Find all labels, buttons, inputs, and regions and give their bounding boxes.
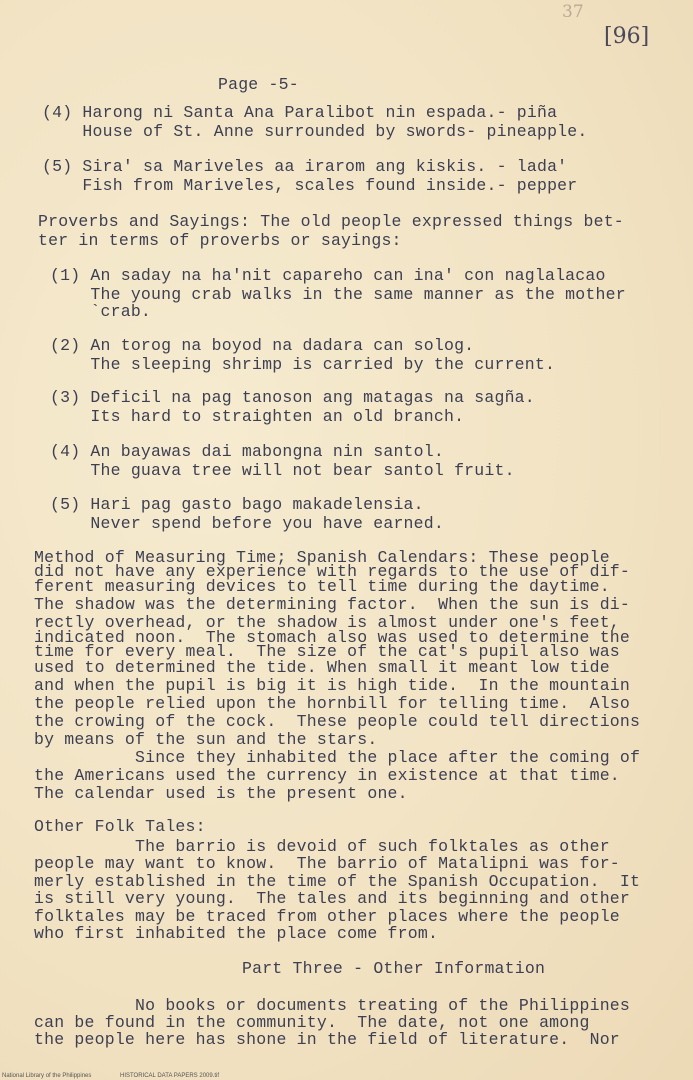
folk-tales-line: is still very young. The tales and its beginning and other: [34, 889, 630, 908]
proverb-4-native: (4) An bayawas dai mabongna nin santol.: [50, 442, 444, 461]
measuring-time-line: indicated noon. The stomach also was used to determine the: [34, 628, 630, 647]
other-info-line: can be found in the community. The date, not one among: [34, 1013, 590, 1032]
riddle-4-english: House of St. Anne surrounded by swords- pineapple.: [42, 122, 588, 141]
measuring-time-line: Since they inhabited the place after the coming of: [34, 748, 641, 767]
measuring-time-line: Method of Measuring Time; Spanish Calendars: These people: [34, 548, 610, 567]
proverb-4-english: The guava tree will not bear santol fruit.: [50, 461, 515, 480]
measuring-time-line: by means of the sun and the stars.: [34, 730, 378, 749]
measuring-time-line: ferent measuring devices to tell time during the daytime.: [34, 577, 610, 596]
proverbs-intro-line: ter in terms of proverbs or sayings:: [38, 231, 402, 250]
folk-tales-line: The barrio is devoid of such folktales as other: [34, 837, 610, 856]
proverb-3-native: (3) Deficil na pag tanoson ang matagas na sagña.: [50, 388, 535, 407]
folk-tales-heading: Other Folk Tales:: [34, 817, 206, 836]
riddle-5-english: Fish from Mariveles, scales found inside.- pepper: [42, 176, 578, 195]
folk-tales-line: people may want to know. The barrio of Matalipni was for-: [34, 854, 620, 873]
measuring-time-line: The shadow was the determining factor. When the sun is di-: [34, 595, 630, 614]
proverb-1-english-cont: `crab.: [50, 302, 152, 321]
measuring-time-line: time for every meal. The size of the cat's pupil also was: [34, 642, 620, 661]
measuring-time-line: the Americans used the currency in existence at that time.: [34, 766, 620, 785]
footer-library: National Library of the Philippines: [2, 1073, 92, 1079]
proverb-1-native: (1) An saday na ha'nit capareho can ina' con naglalacao: [50, 266, 606, 285]
proverb-5-native: (5) Hari pag gasto bago makadelensia.: [50, 495, 424, 514]
handwritten-page-mark: [96]: [604, 24, 650, 49]
part-three-heading: Part Three - Other Information: [242, 959, 546, 978]
footer-filename: HISTORICAL DATA PAPERS 2009.tif: [120, 1073, 220, 1079]
proverb-3-english: Its hard to straighten an old branch.: [50, 407, 465, 426]
page-label: Page -5-: [218, 75, 299, 94]
measuring-time-line: The calendar used is the present one.: [34, 784, 408, 803]
riddle-5-native: (5) Sira' sa Mariveles aa irarom ang kiskis. - lada': [42, 157, 568, 176]
folk-tales-line: folktales may be traced from other places where the people: [34, 907, 620, 926]
proverb-1-english: The young crab walks in the same manner as the mother: [50, 285, 626, 304]
proverbs-intro-line: Proverbs and Sayings: The old people expressed things bet-: [38, 212, 624, 231]
riddle-4-native: (4) Harong ni Santa Ana Paralibot nin espada.- piña: [42, 103, 558, 122]
measuring-time-line: and when the pupil is big it is high tide. In the mountain: [34, 676, 630, 695]
measuring-time-line: did not have any experience with regards to the use of dif-: [34, 562, 630, 581]
measuring-time-line: the people relied upon the hornbill for telling time. Also: [34, 694, 630, 713]
folk-tales-line: who first inhabited the place come from.: [34, 924, 439, 943]
measuring-time-line: rectly overhead, or the shadow is almost under one's feet,: [34, 613, 620, 632]
proverb-2-native: (2) An torog na boyod na dadara can solog.: [50, 336, 475, 355]
pencil-page-number: 37: [562, 2, 584, 22]
measuring-time-line: the crowing of the cock. These people could tell directions: [34, 712, 641, 731]
proverb-2-english: The sleeping shrimp is carried by the current.: [50, 355, 556, 374]
other-info-line: the people here has shone in the field of literature. Nor: [34, 1030, 620, 1049]
measuring-time-line: used to determined the tide. When small it meant low tide: [34, 658, 610, 677]
other-info-line: No books or documents treating of the Philippines: [34, 996, 630, 1015]
proverb-5-english: Never spend before you have earned.: [50, 514, 444, 533]
folk-tales-line: merly established in the time of the Spanish Occupation. It: [34, 872, 641, 891]
